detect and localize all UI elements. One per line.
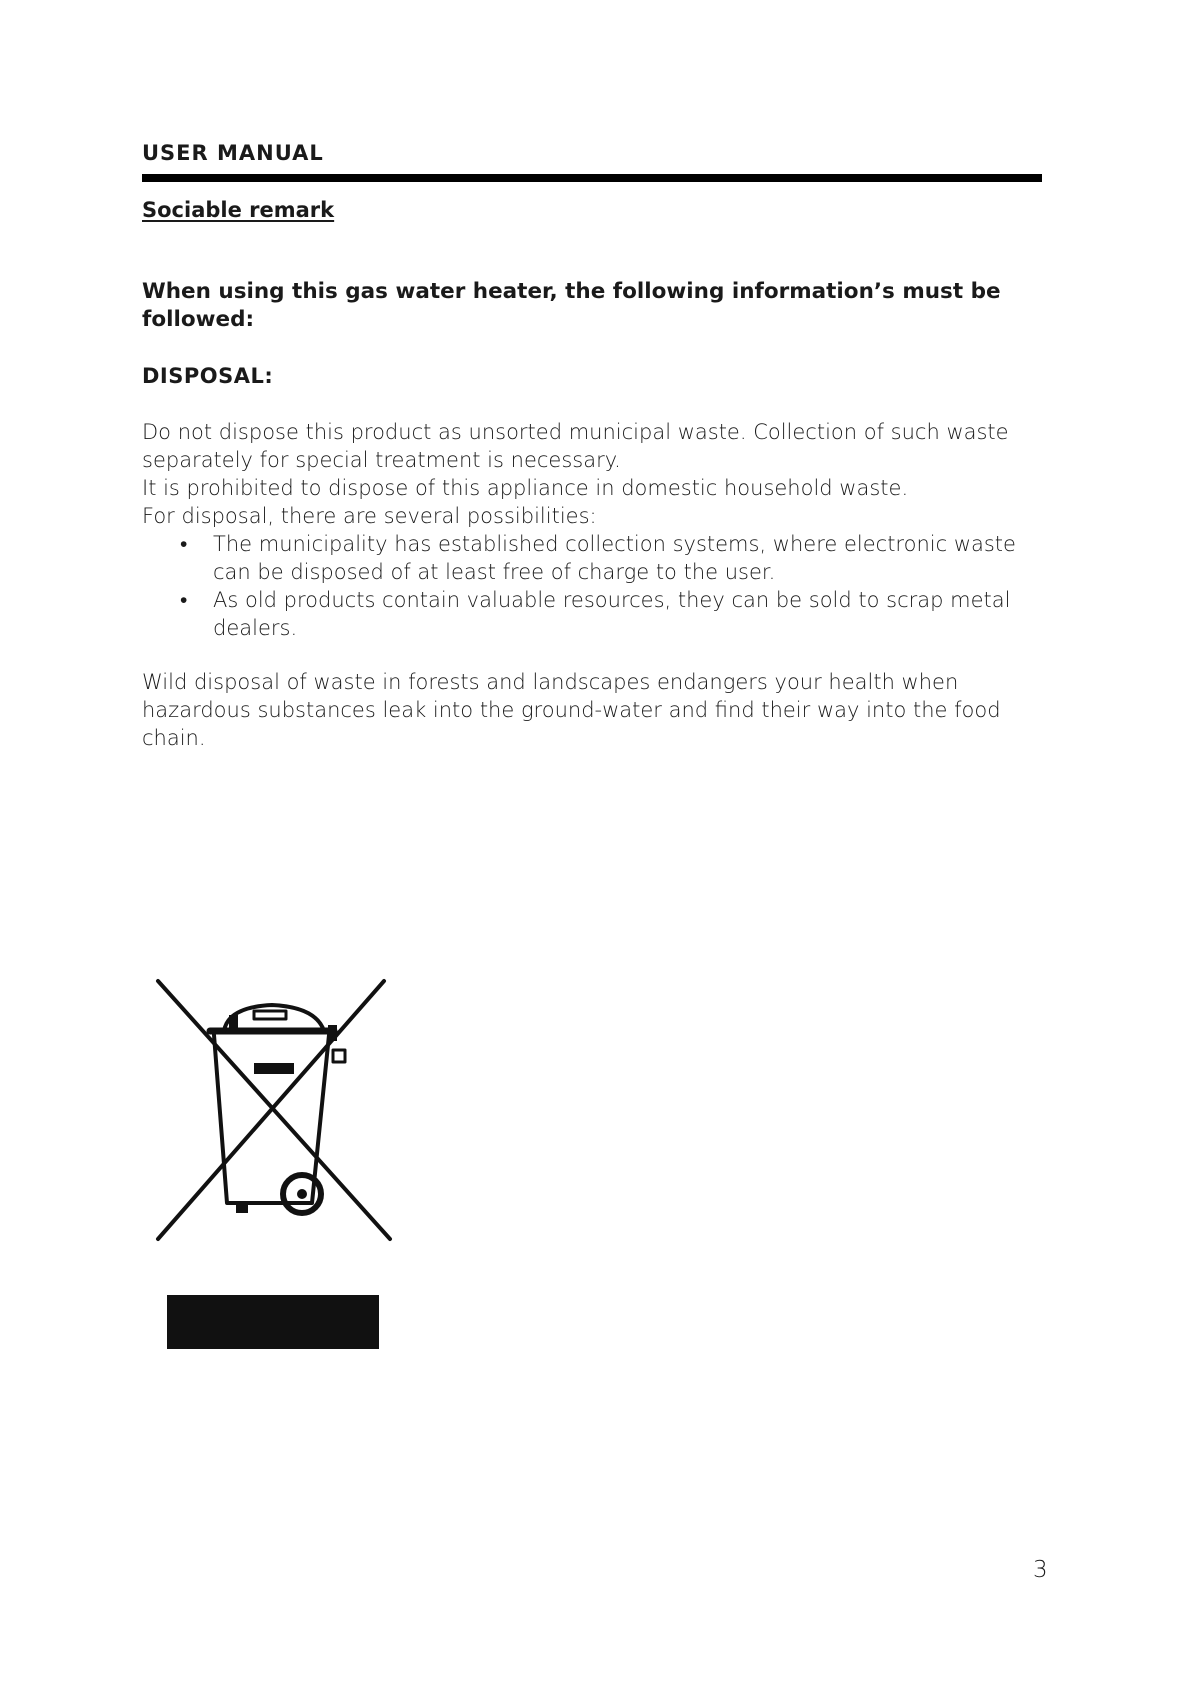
disposal-line: For disposal, there are several possibilities: <box>142 504 597 528</box>
intro-text: When using this gas water heater, the following information’s must be followed: <box>142 279 1001 332</box>
list-item-text: The municipality has established collection systems, where electronic waste can be disposed of at least free of charge to the user. <box>213 532 1016 584</box>
closing-text: Wild disposal of waste in forests and landscapes endangers your health when hazardous substances leak into the ground-water and find their way into the food chain. <box>142 670 1001 750</box>
disposal-heading: DISPOSAL: <box>142 364 274 388</box>
disposal-body <box>142 418 1042 642</box>
list-item <box>142 586 1042 642</box>
page-number: 3 <box>1033 1557 1048 1583</box>
bullet-icon: • <box>180 532 188 556</box>
disposal-line: Do not dispose this product as unsorted municipal waste. Collection of such waste separately for special treatment is necessary. <box>142 420 1009 472</box>
crossed-out-wheeled-bin-icon <box>152 975 400 1255</box>
disposal-bullet-list <box>142 530 1042 642</box>
section-title: Sociable remark <box>142 198 335 222</box>
list-item-text: As old products contain valuable resources, they can be sold to scrap metal dealers. <box>213 588 1011 640</box>
weee-solid-bar <box>167 1295 379 1349</box>
list-item <box>142 530 1042 586</box>
bullet-icon: • <box>180 588 188 612</box>
header-rule <box>142 174 1042 182</box>
disposal-line: It is prohibited to dispose of this appliance in domestic household waste. <box>142 476 909 500</box>
header-title: USER MANUAL <box>142 141 324 165</box>
